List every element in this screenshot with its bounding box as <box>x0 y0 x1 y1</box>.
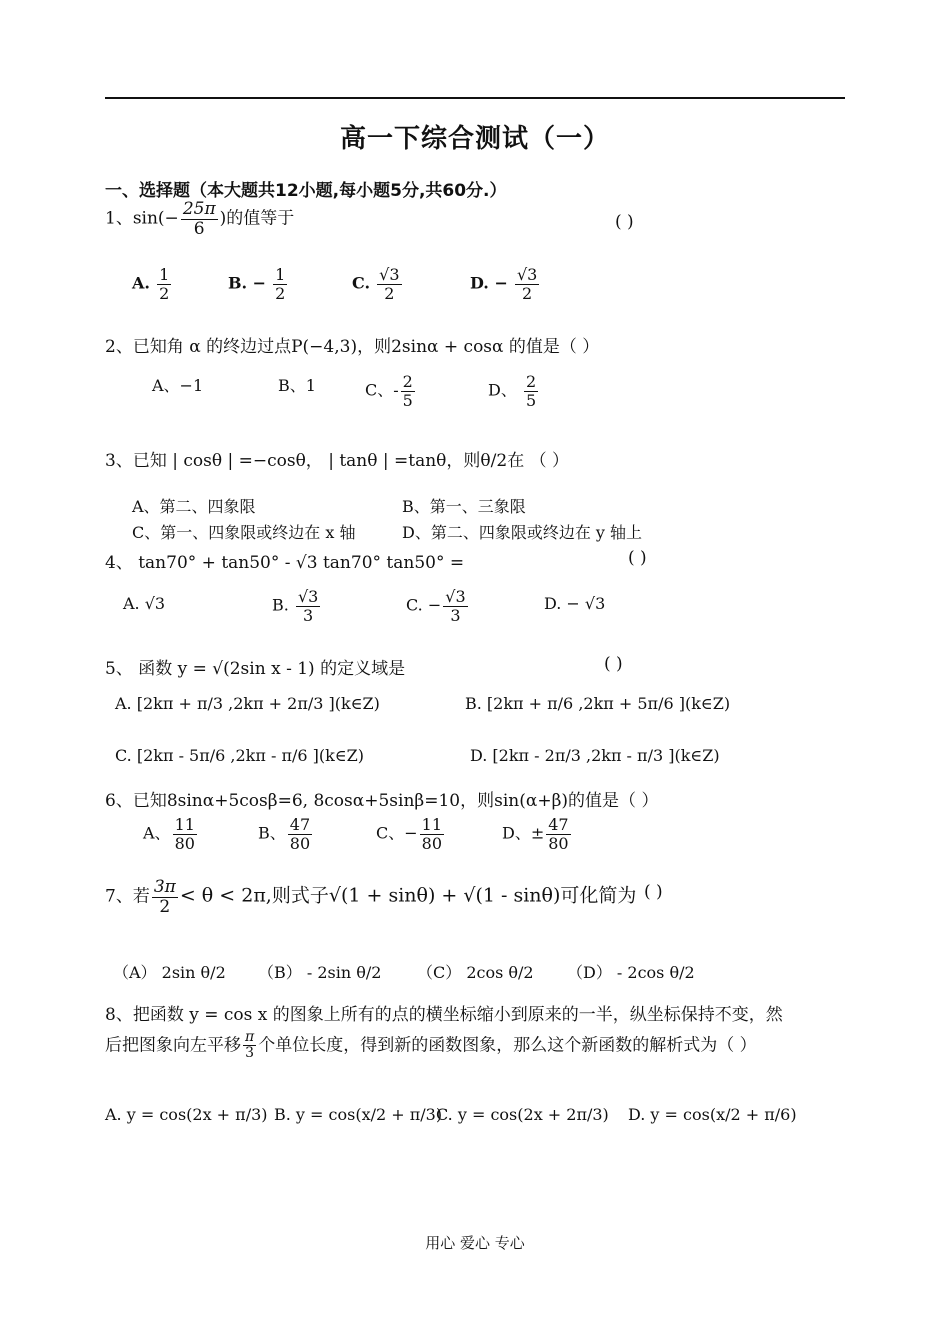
question-7: 7、若 $\frac{3\pi}{2}$ < θ < 2π,则式子√(1 + sinθ) + √(1 - sinθ)可化简为 <box>105 877 637 917</box>
q4-option-a: A. √3 <box>123 594 166 613</box>
q1-option-b: B. − $\frac{1}{2}$ <box>228 265 286 303</box>
q8-option-b: B. y = cos(x/2 + π/3) <box>274 1105 443 1124</box>
q8-option-c: C. y = cos(2x + 2π/3) <box>436 1105 609 1124</box>
q6-option-b: B、 $\frac{47}{80}$ <box>258 815 311 853</box>
q2-option-c: C、- $\frac{2}{5}$ <box>365 372 413 410</box>
q2-option-d: D、 $\frac{2}{5}$ <box>488 372 537 410</box>
q7-option-b: （B） - 2sin θ/2 <box>258 963 382 982</box>
q7-option-a: （A） 2sin θ/2 <box>113 963 226 982</box>
question-6: 6、已知8sinα+5cosβ=6, 8cosα+5sinβ=10，则sin(α+β)的值是（ ） <box>105 791 659 811</box>
q4-option-c: C. − $\frac{√3}{3}$ <box>406 587 466 625</box>
answer-paren-1: ( ) <box>615 212 634 232</box>
q2-option-b: B、1 <box>278 376 316 395</box>
q4-option-d: D. − √3 <box>544 594 606 613</box>
q5-option-b: B. [2kπ + π/6 ,2kπ + 5π/6 ](k∈Z) <box>465 694 731 713</box>
header-rule <box>105 97 845 99</box>
q3-option-d: D、第二、四象限或终边在 y 轴上 <box>402 523 643 542</box>
q5-option-c: C. [2kπ - 5π/6 ,2kπ - π/6 ](k∈Z) <box>115 746 365 765</box>
q6-option-c: C、− $\frac{11}{80}$ <box>376 815 443 853</box>
q2-option-a: A、−1 <box>152 376 204 395</box>
page-footer: 用心 爱心 专心 <box>425 1234 525 1252</box>
q4-option-b: B. $\frac{√3}{3}$ <box>272 587 319 625</box>
question-5: 5、 函数 y = √(2sin x - 1) 的定义域是 <box>105 659 406 679</box>
question-8-line-1: 8、把函数 y = cos x 的图象上所有的点的横坐标缩小到原来的一半，纵坐标保持不变，然 <box>105 1005 783 1025</box>
answer-paren-4: ( ) <box>628 548 647 568</box>
page-title: 高一下综合测试（一） <box>339 124 610 154</box>
q3-option-a: A、第二、四象限 <box>132 497 256 516</box>
question-4: 4、 tan70° + tan50° - √3 tan70° tan50° = <box>105 553 465 573</box>
q5-option-a: A. [2kπ + π/3 ,2kπ + 2π/3 ](k∈Z) <box>115 694 380 713</box>
q6-option-d: D、± $\frac{47}{80}$ <box>502 815 569 853</box>
answer-paren-5: ( ) <box>604 654 623 674</box>
question-1: 1、sin(− $\frac{25\pi}{6}$ )的值等于 <box>105 199 295 239</box>
q8-option-a: A. y = cos(2x + π/3) <box>105 1105 268 1124</box>
q8-option-d: D. y = cos(x/2 + π/6) <box>628 1105 797 1124</box>
section-heading: 一、选择题（本大题共12小题,每小题5分,共60分.） <box>105 181 507 201</box>
answer-paren-7: ( ) <box>644 882 663 902</box>
q5-option-d: D. [2kπ - 2π/3 ,2kπ - π/3 ](k∈Z) <box>470 746 720 765</box>
q3-option-c: C、第一、四象限或终边在 x 轴 <box>132 523 356 542</box>
q7-option-c: （C） 2cos θ/2 <box>417 963 534 982</box>
question-3: 3、已知 | cosθ | =−cosθ， | tanθ | =tanθ，则θ/2在 （ ） <box>105 451 570 471</box>
q1-option-c: C. $\frac{√3}{2}$ <box>352 265 400 303</box>
question-8-line-2: 后把图象向左平移 $\frac{\pi}{3}$ 个单位长度，得到新的函数图象，那么这个新函数的解析式为（ ） <box>105 1029 757 1062</box>
q1-option-d: D. − $\frac{√3}{2}$ <box>470 265 538 303</box>
q3-option-b: B、第一、三象限 <box>402 497 526 516</box>
question-2: 2、已知角 α 的终边过点P(−4,3)，则2sinα + cosα 的值是（ ） <box>105 337 600 357</box>
q1-option-a: A. $\frac{1}{2}$ <box>132 265 170 303</box>
q7-option-d: （D） - 2cos θ/2 <box>567 963 695 982</box>
q6-option-a: A、 $\frac{11}{80}$ <box>143 815 195 853</box>
